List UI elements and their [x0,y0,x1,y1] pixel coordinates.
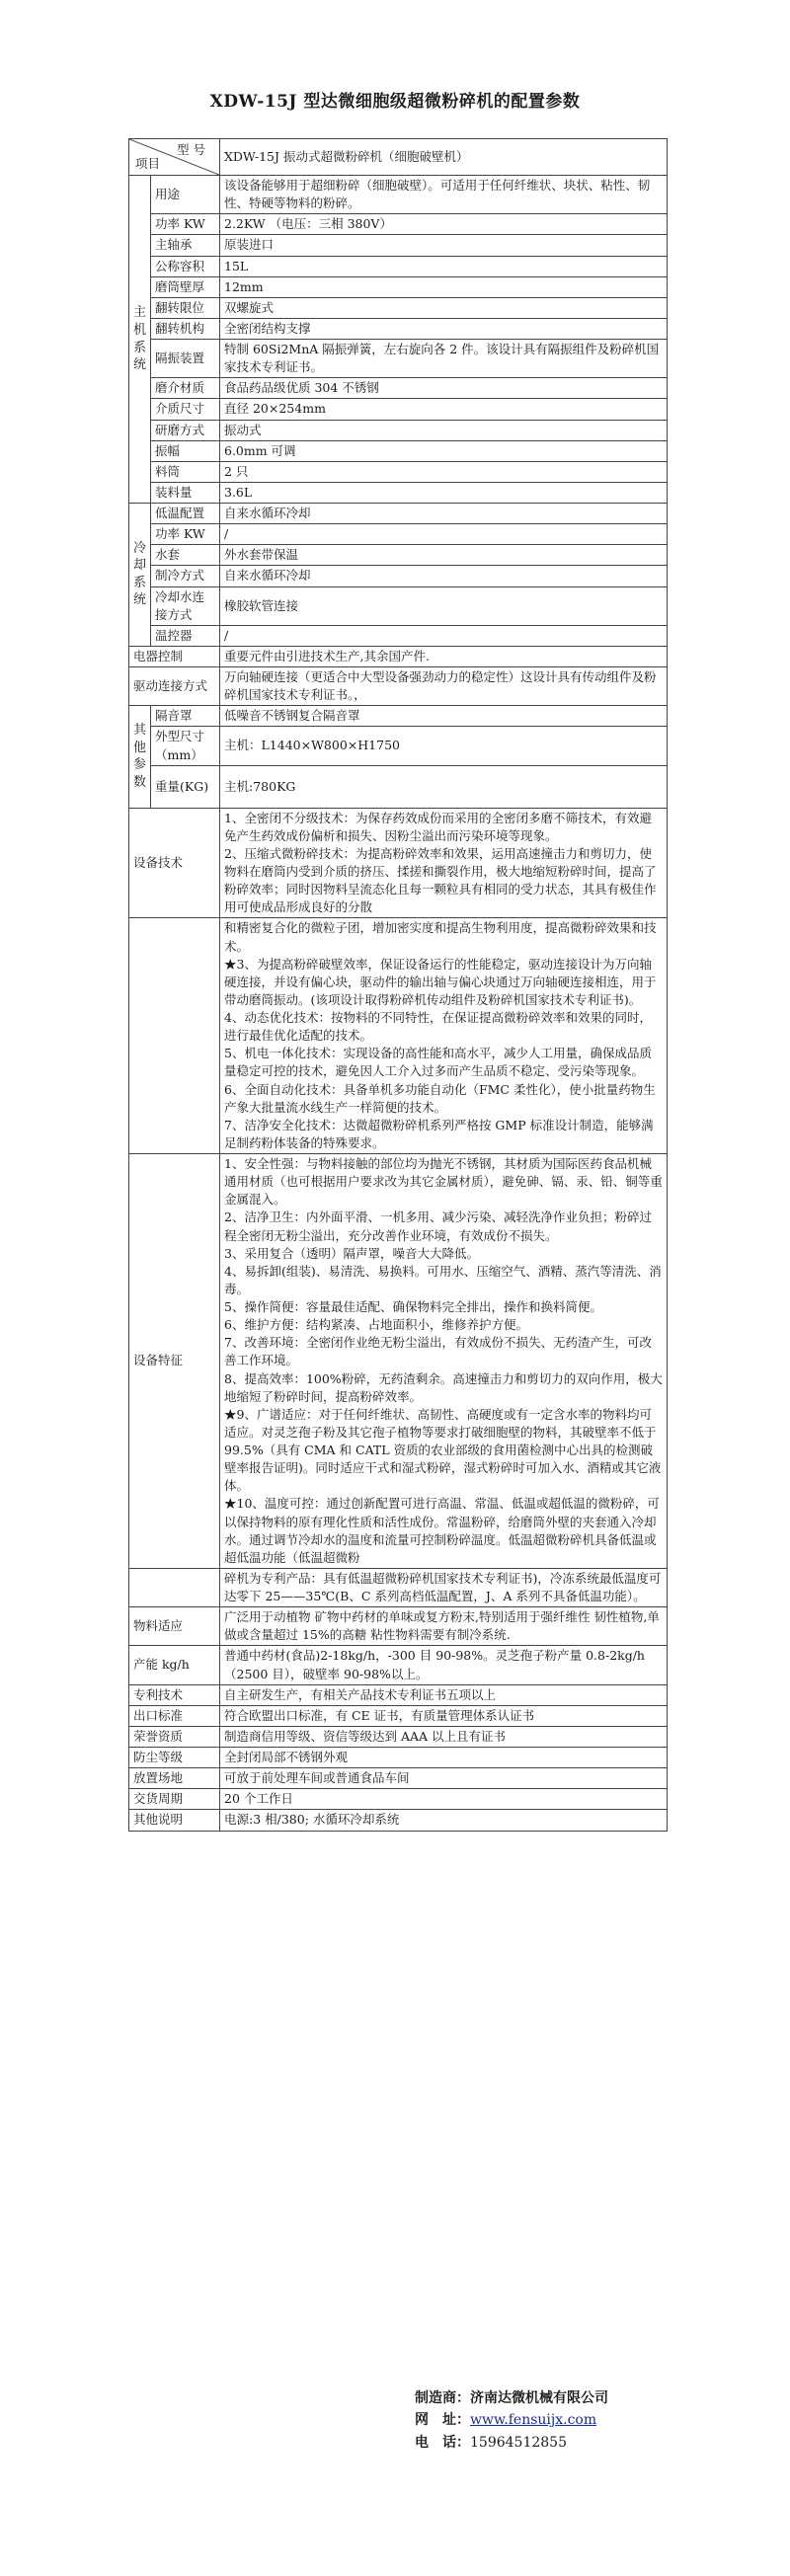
row-value: 低噪音不锈钢复合隔音罩 [220,706,668,727]
table-row [129,440,668,461]
row-label: 料筒 [151,461,220,482]
row-value: 和精密复合化的微粒子团，增加密实度和提高生物利用度，提高微粉碎效果和技术。 ★3、为提高粉碎破壁效率，保证设备运行的性能稳定，驱动连接设计为万向轴硬连接，并设有偏心块，驱动件的输出轴与偏心块通过万向轴硬连接相连，用于带动磨筒振动。(该项设计取得粉碎机传动组件及粉碎机国家技术专利证书)。 4、动态优化技术：按物料的不同特性，在保证提高微粉碎效率和效果的同时，进行最佳优化适配的技术。 5、机电一体化技术：实现设备的高性能和高水平，减少人工用量，确保成品质量稳定可控的技术，避免因人工介入过多而产生品质不稳定、受污染等现象。 6、全面自动化技术：具备单机多功能自动化（FMC 柔性化），使小批量药物生产象大批量流水线生产一样简便的技术。 7、洁净安全化技术：达微超微粉碎机系列严格按 GMP 标准设计制造，能够满足制药粉体装备的特殊要求。 [220,918,668,1154]
row-value: 该设备能够用于超细粉碎（细胞破壁）。可适用于任何纤维状、块状、粘性、韧性、特硬等物料的粉碎。 [220,176,668,214]
row-label: 振幅 [151,440,220,461]
row-label: 专利技术 [129,1684,220,1705]
page-title: XDW-15J 型达微细胞级超微粉碎机的配置参数 [209,92,581,112]
table-row [129,1810,668,1831]
row-label: 温控器 [151,625,220,646]
table-row [129,808,668,918]
row-value: 符合欧盟出口标准，有 CE 证书，有质量管理体系认证书 [220,1705,668,1726]
row-label: 隔音罩 [151,706,220,727]
row-value: 12mm [220,276,668,297]
row-label-empty [129,1568,220,1606]
row-value: 自主研发生产，有相关产品技术专利证书五项以上 [220,1684,668,1705]
row-value: 制造商信用等级、资信等级达到 AAA 以上且有证书 [220,1726,668,1747]
corner-cell [129,139,220,176]
row-label: 用途 [151,176,220,214]
table-row [129,727,668,765]
row-label: 水套 [151,545,220,566]
row-value: 20 个工作日 [220,1789,668,1810]
row-value: 全封闭局部不锈钢外观 [220,1748,668,1768]
row-value: 碎机为专利产品：具有低温超微粉碎机国家技术专利证书)，冷冻系统最低温度可达零下 25——35℃(B、C 系列高档低温配置，J、A 系列不具备低温功能）。 [220,1568,668,1606]
main-system-label [129,176,151,504]
row-value: 全密闭结构支撑 [220,318,668,339]
table-row [129,1607,668,1646]
row-value: 15L [220,256,668,276]
table-row [129,706,668,727]
row-value: 直径 20×254mm [220,399,668,420]
row-label: 磨筒壁厚 [151,276,220,297]
row-label: 低温配置 [151,504,220,524]
row-label: 介质尺寸 [151,399,220,420]
table-row [129,318,668,339]
row-label: 其他说明 [129,1810,220,1831]
row-label: 翻转限位 [151,297,220,318]
footer-contact [415,2387,608,2454]
row-label: 翻转机构 [151,318,220,339]
row-label: 交货周期 [129,1789,220,1810]
row-label: 冷却水连接方式 [151,586,220,625]
table-row [129,256,668,276]
row-label: 隔振装置 [151,340,220,378]
row-label: 重量(KG) [151,765,220,808]
table-row [129,297,668,318]
model-value: XDW-15J 振动式超微粉碎机（细胞破壁机） [220,139,668,176]
table-row [129,482,668,503]
table-row [129,399,668,420]
row-value: 食品药品级优质 304 不锈钢 [220,378,668,399]
table-row [129,524,668,545]
table-row [129,340,668,378]
table-row [129,586,668,625]
table-row [129,1748,668,1768]
row-value: 重要元件由引进技术生产,其余国产件. [220,646,668,666]
row-label: 放置场地 [129,1768,220,1789]
table-row [129,1789,668,1810]
website-link[interactable]: www.fensuijx.com [470,2412,597,2429]
table-row [129,176,668,214]
row-value: 原装进口 [220,235,668,256]
maker-name: 济南达微机械有限公司 [470,2390,608,2406]
cooling-system-label [129,504,151,647]
row-value: 自来水循环冷却 [220,504,668,524]
table-row [129,420,668,440]
table-row [129,378,668,399]
table-row [129,566,668,586]
corner-model-label: 型 号 [177,142,205,157]
table-row [129,646,668,666]
row-label: 研磨方式 [151,420,220,440]
row-value: 主机：L1440×W800×H1750 [220,727,668,765]
row-label: 功率 KW [151,214,220,235]
table-row [129,235,668,256]
row-label: 荣誉资质 [129,1726,220,1747]
row-value: 可放于前处理车间或普通食品车间 [220,1768,668,1789]
table-row [129,276,668,297]
row-label: 设备技术 [129,808,220,918]
table-row [129,1768,668,1789]
table-row [129,1726,668,1747]
row-value: 广泛用于动植物 矿物中药材的单味或复方粉末,特别适用于强纤维性 韧性植物,单做或含量超过 15%的高糖 粘性物料需要有制冷系统. [220,1607,668,1646]
row-label: 制冷方式 [151,566,220,586]
other-params-label [129,706,151,808]
row-label: 电器控制 [129,646,220,666]
spec-table [128,138,668,1832]
table-row [129,1684,668,1705]
row-value: 自来水循环冷却 [220,566,668,586]
row-label: 外型尺寸（mm） [151,727,220,765]
row-value: 6.0mm 可调 [220,440,668,461]
table-row [129,918,668,1154]
row-value: 振动式 [220,420,668,440]
row-value: 双螺旋式 [220,297,668,318]
row-label: 设备特征 [129,1154,220,1569]
row-value: 电源:3 相/380; 水循环冷却系统 [220,1810,668,1831]
table-row [129,1705,668,1726]
table-row [129,765,668,808]
row-value: 2.2KW （电压：三相 380V） [220,214,668,235]
main-system-label-text: 主机系统 [132,305,146,373]
header-row [129,139,668,176]
table-row [129,1568,668,1606]
row-label: 磨介材质 [151,378,220,399]
table-row [129,214,668,235]
row-label: 装料量 [151,482,220,503]
corner-item-label: 项目 [135,155,161,171]
row-value: 3.6L [220,482,668,503]
table-row [129,545,668,566]
row-label-empty [129,918,220,1154]
other-params-label-text: 其他参数 [132,723,146,790]
row-value: 橡胶软管连接 [220,586,668,625]
row-label: 驱动连接方式 [129,667,220,706]
table-row [129,504,668,524]
table-row [129,625,668,646]
row-value: 万向轴硬连接（更适合中大型设备强劲动力的稳定性）这设计具有传动组件及粉碎机国家技术专利证书。， [220,667,668,706]
row-value: 2 只 [220,461,668,482]
row-value: 外水套带保温 [220,545,668,566]
row-label: 功率 KW [151,524,220,545]
row-label: 主轴承 [151,235,220,256]
web-label: 网 址： [415,2412,470,2429]
table-row [129,1646,668,1684]
row-value: 1、全密闭不分级技术：为保存药效成份而采用的全密闭多磨不筛技术，有效避免产生药效成份偏析和损失、因粉尘溢出而污染环境等现象。 2、压缩式微粉碎技术：为提高粉碎效率和效果，运用高速撞击力和剪切力，使物料在磨筒内受到介质的挤压、揉搓和撕裂作用，极大地缩短粉碎时间，提高了粉碎效率；同时因物料呈流态化且每一颗粒具有相同的受力状态，其具有极佳作用可使成品形成良好的分散 [220,808,668,918]
table-row [129,667,668,706]
row-label: 产能 kg/h [129,1646,220,1684]
cooling-system-label-text: 冷却系统 [132,540,146,608]
row-value: 1、安全性强：与物料接触的部位均为抛光不锈钢，其材质为国际医药食品机械通用材质（也可根据用户要求改为其它金属材质），避免砷、镉、汞、铅、铜等重金属混入。 2、洁净卫生：内外面平滑、一机多用、减少污染、减轻洗净作业负担；粉碎过程全密闭无粉尘溢出，充分改善作业环境，有效成份不损失。 3、采用复合（透明）隔声罩，噪音大大降低。 4、易拆卸(组装)、易清洗、易换料。可用水、压缩空气、酒精、蒸汽等清洗、消毒。 5、操作简便：容量最佳适配、确保物料完全排出，操作和换料简便。 6、维护方便：结构紧凑、占地面积小，维修养护方便。 7、改善环境：全密闭作业绝无粉尘溢出，有效成份不损失、无药渣产生，可改善工作环境。 8、提高效率：100%粉碎，无药渣剩余。高速撞击力和剪切力的双向作用，极大地缩短了粉碎时间，提高粉碎效率。 ★9、广谱适应：对于任何纤维状、高韧性、高硬度或有一定含水率的物料均可适应。对灵芝孢子粉及其它孢子植物等要求打破细胞壁的物料，其破壁率不低于 99.5%（具有 CMA 和 CATL 资质的农业部级的食用菌检测中心出具的检测破壁率报告证明)。同时适应干式和湿式粉碎，湿式粉碎时可加入水、酒精或其它液体。 ★10、温度可控：通过创新配置可进行高温、常温、低温或超低温的微粉碎，可以保持物料的原有理化性质和活性成份。常温粉碎，给磨筒外壁的夹套通入冷却水。通过调节冷却水的温度和流量可控制粉碎温度。低温超微粉碎机具备低温或超低温功能（低温超微粉 [220,1154,668,1569]
row-value: / [220,625,668,646]
row-label: 防尘等级 [129,1748,220,1768]
row-label: 出口标准 [129,1705,220,1726]
row-label: 公称容积 [151,256,220,276]
table-row [129,1154,668,1569]
row-label: 物料适应 [129,1607,220,1646]
row-value: 主机:780KG [220,765,668,808]
tel-number: 15964512855 [470,2434,567,2451]
row-value: 普通中药材(食品)2-18kg/h，-300 目 90-98%。灵芝孢子粉产量 0.8-2kg/h（2500 目），破壁率 90-98%以上。 [220,1646,668,1684]
maker-label: 制造商： [415,2390,470,2406]
row-value: 特制 60Si2MnA 隔振弹簧，左右旋向各 2 件。该设计具有隔振组件及粉碎机国家技术专利证书。 [220,340,668,378]
table-row [129,461,668,482]
row-value: / [220,524,668,545]
tel-label: 电 话： [415,2434,470,2451]
